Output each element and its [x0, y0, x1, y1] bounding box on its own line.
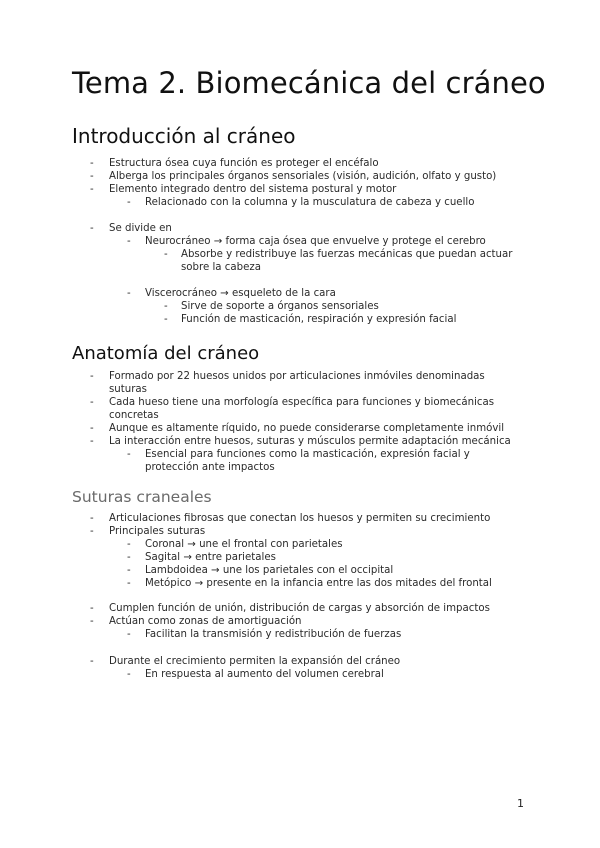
- bullet-dash: -: [90, 371, 94, 382]
- list-item: Se divide en: [109, 223, 172, 234]
- list-item: Durante el crecimiento permiten la expansión del cráneo: [109, 656, 401, 667]
- bullet-dash: -: [127, 539, 131, 550]
- bullet-dash: -: [90, 436, 94, 447]
- list-item: Coronal → une el frontal con parietales: [145, 539, 343, 550]
- bullet-dash: -: [90, 158, 94, 169]
- bullet-dash: -: [127, 197, 131, 208]
- list-item: Principales suturas: [109, 526, 206, 537]
- list-item: Formado por 22 huesos unidos por articulaciones inmóviles denominadas suturas: [109, 371, 485, 395]
- list-item: Lambdoidea → une los parietales con el occipital: [145, 565, 394, 576]
- bullet-dash: -: [127, 288, 131, 299]
- list-item: Cada hueso tiene una morfología específica para funciones y biomecánicas concretas: [109, 397, 495, 421]
- bullet-dash: -: [164, 301, 168, 312]
- heading-intro: Introducción al cráneo: [72, 124, 296, 148]
- page-number: 1: [517, 797, 524, 810]
- list-item: En respuesta al aumento del volumen cerebral: [145, 669, 384, 680]
- heading-anatomy: Anatomía del cráneo: [72, 343, 260, 364]
- list-item: Neurocráneo → forma caja ósea que envuelve y protege el cerebro: [145, 236, 486, 247]
- bullet-dash: -: [90, 656, 94, 667]
- list-item: Actúan como zonas de amortiguación: [109, 616, 302, 627]
- bullet-dash: -: [90, 423, 94, 434]
- bullet-dash: -: [127, 578, 131, 589]
- bullet-dash: -: [90, 184, 94, 195]
- bullet-dash: -: [90, 526, 94, 537]
- bullet-dash: -: [90, 603, 94, 614]
- bullet-dash: -: [164, 249, 168, 260]
- bullet-dash: -: [127, 449, 131, 460]
- page-title: Tema 2. Biomecánica del cráneo: [72, 66, 546, 100]
- list-item: Facilitan la transmisión y redistribución de fuerzas: [145, 629, 402, 640]
- list-item: Absorbe y redistribuye las fuerzas mecánicas que puedan actuar sobre la cabeza: [181, 249, 513, 273]
- bullet-dash: -: [90, 513, 94, 524]
- list-item: Cumplen función de unión, distribución de cargas y absorción de impactos: [109, 603, 490, 614]
- bullet-dash: -: [164, 314, 168, 325]
- bullet-dash: -: [127, 629, 131, 640]
- bullet-dash: -: [90, 223, 94, 234]
- list-item: Elemento integrado dentro del sistema postural y motor: [109, 184, 397, 195]
- list-item: Articulaciones fibrosas que conectan los huesos y permiten su crecimiento: [109, 513, 491, 524]
- bullet-dash: -: [127, 565, 131, 576]
- list-item: La interacción entre huesos, suturas y músculos permite adaptación mecánica: [109, 436, 511, 447]
- bullet-dash: -: [90, 397, 94, 408]
- bullet-dash: -: [127, 552, 131, 563]
- list-item: Metópico → presente en la infancia entre las dos mitades del frontal: [145, 578, 492, 589]
- list-item: Alberga los principales órganos sensoriales (visión, audición, olfato y gusto): [109, 171, 497, 182]
- bullet-dash: -: [127, 236, 131, 247]
- list-item: Sirve de soporte a órganos sensoriales: [181, 301, 379, 312]
- bullet-dash: -: [127, 669, 131, 680]
- heading-sutures: Suturas craneales: [72, 488, 212, 506]
- list-item: Relacionado con la columna y la musculatura de cabeza y cuello: [145, 197, 475, 208]
- list-item: Sagital → entre parietales: [145, 552, 276, 563]
- list-item: Estructura ósea cuya función es proteger el encéfalo: [109, 158, 379, 169]
- list-item: Aunque es altamente ríquido, no puede considerarse completamente inmóvil: [109, 423, 505, 434]
- bullet-dash: -: [90, 616, 94, 627]
- bullet-dash: -: [90, 171, 94, 182]
- list-item: Función de masticación, respiración y expresión facial: [181, 314, 457, 325]
- list-item: Viscerocráneo → esqueleto de la cara: [145, 288, 336, 299]
- list-item: Esencial para funciones como la masticación, expresión facial y protección ante impactos: [145, 449, 470, 473]
